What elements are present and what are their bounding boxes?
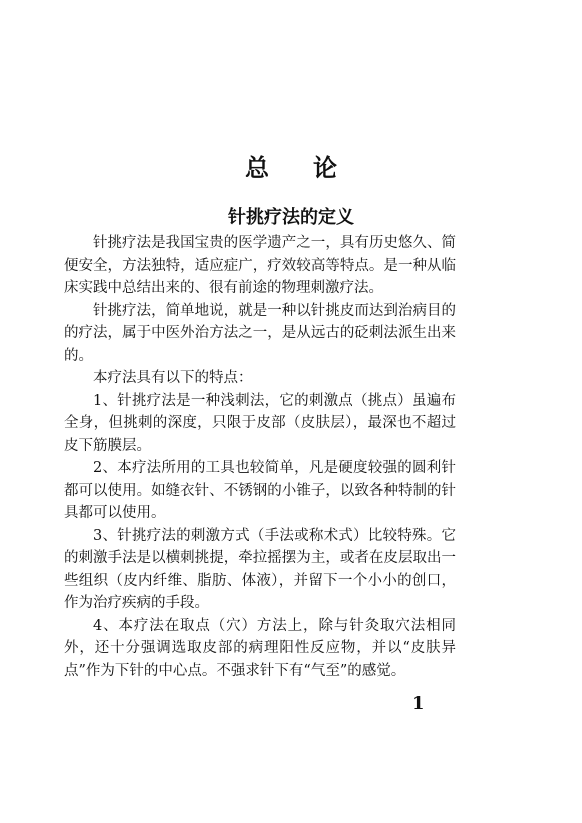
paragraph: 1、针挑疗法是一种浅刺法，它的刺激点（挑点）虽遍布全身，但挑刺的深度，只限于皮部（皮肤层），最深也不超过皮下筋膜层。	[64, 392, 456, 454]
paragraph: 2、本疗法所用的工具也较简单，凡是硬度较强的圆利针都可以使用。如缝衣针、不锈钢的小锥子，以致各种特制的针具都可以使用。	[64, 460, 456, 521]
section-title: 针挑疗法的定义	[228, 207, 354, 228]
chapter-title	[0, 148, 582, 183]
paragraph: 3、针挑疗法的刺激方式（手法或称术式）比较特殊。它的刺激手法是以横刺挑提，牵拉摇摆为主，或者在皮层取出一些组织（皮内纤维、脂肪、体液），并留下一个小小的创口，作为治疗疾病的手段。	[64, 527, 456, 611]
paragraph: 针挑疗法是我国宝贵的医学遗产之一，具有历史悠久、简便安全，方法独特，适应症广，疗效较高等特点。是一种从临床实践中总结出来的、很有前途的物理刺激疗法。	[64, 235, 456, 296]
paragraph: 4、本疗法在取点（穴）方法上，除与针灸取穴法相同外，还十分强调选取皮部的病理阳性反应物，并以“皮肤异点”作为下针的中心点。不强求针下有“气至”的感觉。	[64, 617, 456, 679]
paragraph: 本疗法具有以下的特点：	[93, 370, 253, 386]
chapter-title-part2: 论	[313, 154, 337, 182]
body-text	[64, 232, 456, 682]
paragraph: 针挑疗法，简单地说，就是一种以针挑皮而达到治病目的的疗法，属于中医外治方法之一，是从远古的砭刺法派生出来的。	[64, 302, 456, 364]
chapter-title-part1: 总	[245, 154, 269, 182]
page-number: 1	[412, 693, 425, 714]
